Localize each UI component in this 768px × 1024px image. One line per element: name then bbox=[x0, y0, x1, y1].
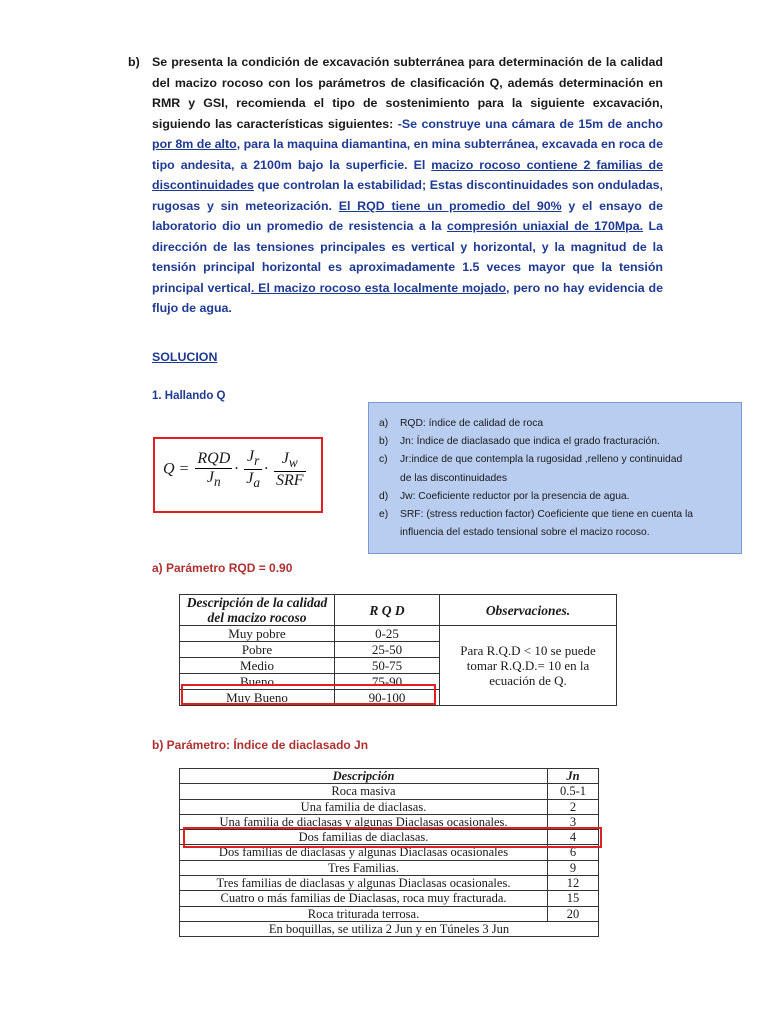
rqd-header-rqd: R Q D bbox=[335, 595, 440, 626]
legend-item: influencia del estado tensional sobre el macizo rocoso. bbox=[400, 527, 650, 539]
table-row: Dos familias de diaclasas. 4 bbox=[180, 830, 599, 845]
table-row: Medio 50-75 bbox=[180, 658, 617, 674]
jn-table bbox=[179, 768, 599, 937]
jn-footer: En boquillas, se utiliza 2 Jun y en Túneles 3 Jun bbox=[180, 921, 599, 936]
table-row: Cuatro o más familias de Diaclasas, roca muy fracturada. 15 bbox=[180, 891, 599, 906]
fraction-jw-srf bbox=[274, 450, 306, 490]
legend-item: e) SRF: (stress reduction factor) Coeficiente que tiene en cuenta la bbox=[379, 509, 694, 521]
jn-header-jn: Jn bbox=[548, 769, 599, 784]
table-row: Una familia de diaclasas. 2 bbox=[180, 799, 599, 814]
rqd-header-description: Descripción de la calidad del macizo rocoso bbox=[180, 595, 335, 626]
problem-body bbox=[152, 52, 663, 319]
rqd-cell: 0-25 bbox=[335, 626, 440, 642]
formula-d1: $J_n$ bbox=[206, 468, 221, 489]
table-row: Tres familias de diaclasas y algunas Diaclasas ocasionales. 12 bbox=[180, 876, 599, 891]
formula-dot-2: · bbox=[264, 460, 269, 478]
solution-heading: SOLUCION bbox=[152, 350, 218, 364]
jn-header-description: Descripción bbox=[180, 769, 548, 784]
legend-item: b) Jn: Índice de diaclasado que indica el grado fracturación. bbox=[379, 436, 660, 448]
fraction-rqd-jn bbox=[195, 450, 232, 490]
table-row: Muy Bueno 90-100 bbox=[180, 690, 617, 706]
param-b-heading: b) Parámetro: Índice de diaclasado Jn bbox=[152, 738, 369, 752]
formula-n2: $J_r$ bbox=[244, 448, 262, 470]
legend-item: d) Jw: Coeficiente reductor por la presencia de agua. bbox=[379, 490, 630, 502]
table-row: Dos familias de diaclasas y algunas Diaclasas ocasionales 6 bbox=[180, 845, 599, 860]
table-row: Roca triturada terrosa. 20 bbox=[180, 906, 599, 921]
formula-n3: $J_w$ bbox=[274, 450, 306, 472]
problem-s11: , pero no hay evidencia de flujo de agua. bbox=[152, 280, 663, 315]
problem-s3: , para la maquina diamantina, en mina subterránea, excavada en roca de tipo andesita, a 2100m bajo la superficie. El bbox=[152, 137, 663, 172]
param-a-heading: a) Parámetro RQD = 0.90 bbox=[152, 561, 293, 575]
q-formula bbox=[163, 448, 308, 491]
formula-lhs: Q = bbox=[163, 460, 190, 478]
table-row: Roca masiva 0.5-1 bbox=[180, 784, 599, 799]
legend-item: de las discontinuidades bbox=[400, 472, 508, 484]
parameter-legend-box bbox=[368, 402, 742, 554]
problem-intro: Se presenta la condición de excavación subterránea para determinación de la calidad del macizo rocoso con los parámetros de clasificación Q, además determinación en RMR y GSI, recomienda el tipo de sostenimiento para la siguiente excavación, siguiendo las características siguientes: bbox=[152, 55, 663, 131]
problem-s8: compresión uniaxial de 170Mpa. bbox=[446, 219, 644, 233]
jn-selected-highlight bbox=[183, 827, 602, 848]
problem-s7: y el ensayo de laboratorio dio un promedio de resistencia a la bbox=[152, 198, 663, 233]
problem-statement bbox=[128, 52, 663, 319]
rqd-observation: Para R.Q.D < 10 se puede tomar R.Q.D.= 10 en la ecuación de Q. bbox=[440, 626, 617, 706]
legend-item: c) Jr:indice de que contempla la rugosidad ,relleno y continuidad bbox=[379, 454, 683, 466]
problem-s5: que controlan la estabilidad; Estas discontinuidades son onduladas, rugosas y sin meteorización. bbox=[152, 178, 663, 213]
rqd-cell: Muy pobre bbox=[180, 626, 335, 642]
formula-dot-1: · bbox=[234, 460, 239, 478]
fraction-jr-ja bbox=[244, 448, 262, 491]
problem-s10: . El macizo rocoso esta localmente mojado bbox=[250, 280, 507, 295]
formula-d2: $J_a$ bbox=[246, 470, 261, 491]
table-row bbox=[180, 626, 617, 642]
formula-n1: RQD bbox=[197, 449, 231, 467]
table-row: Bueno 75-90 bbox=[180, 674, 617, 690]
rqd-header-observations: Observaciones. bbox=[440, 595, 617, 626]
problem-s6: El RQD tiene un promedio del 90% bbox=[338, 198, 562, 213]
table-row bbox=[180, 921, 599, 936]
problem-s2: por 8m de alto bbox=[152, 137, 237, 151]
table-row: Pobre 25-50 bbox=[180, 642, 617, 658]
legend-item: a) RQD: índice de calidad de roca bbox=[379, 418, 544, 429]
problem-s1: -Se construye una cámara de 15m de ancho bbox=[397, 116, 663, 131]
step-1-heading: 1. Hallando Q bbox=[152, 390, 226, 402]
table-row: Tres Familias. 9 bbox=[180, 860, 599, 875]
table-row: Una familia de diaclasas y algunas Diaclasas ocasionales. 3 bbox=[180, 814, 599, 829]
formula-d3: SRF bbox=[276, 471, 304, 489]
problem-s4: macizo rocoso contiene 2 familias de discontinuidades bbox=[152, 157, 663, 192]
problem-s9: La dirección de las tensiones principales es vertical y horizontal, y la magnitud de la tensión principal horizontal es aproximadamente 1.5 veces mayor que la tensión principal vertical bbox=[152, 219, 663, 295]
rqd-selected-highlight bbox=[181, 684, 436, 705]
problem-label: b) bbox=[128, 55, 140, 69]
